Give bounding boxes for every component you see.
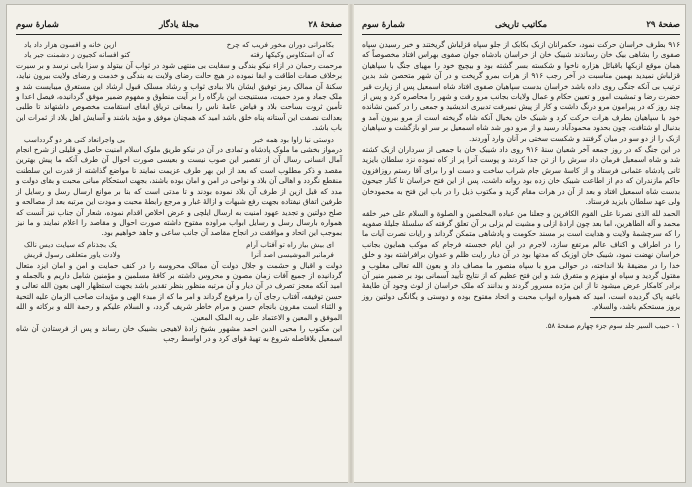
page-header: [16, 18, 342, 32]
issue-label: شمارهٔ سوم: [16, 20, 59, 30]
paragraph: ۹۱۶ بطرف خراسان حرکت نمود، حکمرانان ازبک بکابک از جلو سپاه قزلباش گریختند و خبر رسیدن سپاه صفوی را بشاهی بیک خان رساندند شیبک خان از خراسان بادشاه جوان صفوی بهراس افتاد مخصوصاً که همان موقع ازبکها باقبائل هزاره ناخوا و شکسته بسر گشته بود و بیچیچ خود را مهیای جنگ با سپاهیان قزلباش نمیدید بهمین مناسبت در آخر رجب ۹۱۶ از هرات بمرو گریخت و در آن شهر متحصن شد بدین ترتیب بی آنکه جنگی روی داده باشد خراسان بدست سپاهیان صفوی افتاد شاه اسمعیل پس از زیارت قبر حضرت رضا و تمشیت امور و تعیین حکام و عمال ولایات بجانب مرو رفت و شهر را محاصره کرد و پس از چند روز که در پیرامون مرو درنگ داشت و کار از پیش نمیرفت تدبیری اندیشید و جمعی را در کمین نشانده خود با سپاهیان بطرف هرات حرکت کرد و شیبک خان بخیال آنکه شاه گریخته است از مرو بیرون آمد و بدنبال او شتافت، چون بحدود محمودآباد رسید و از مرو دور شد شاه اسمعیل بر سر او بازگشت و سپاهیان ازبک را از دو سو در میان گرفتند و شکست سختی بر آنان وارد آوردند.: [362, 40, 680, 143]
right-page: [362, 4, 680, 483]
header-rule: [16, 34, 342, 35]
page-header: [362, 18, 680, 32]
page-number: صفحهٔ ۲۹: [646, 20, 680, 30]
issue-label: شمارهٔ سوم: [362, 20, 405, 30]
verse-line: دوستی نیا زاوا بود همه خبر بی واجرانعاد کنی هر دو گردداسب: [24, 134, 334, 144]
verse-line: بکامرانی دوران مخور فریب که چرخ ازین خانه و افسون هزار داد یاد: [24, 40, 334, 49]
page-body: [16, 40, 342, 475]
letter-text: الحمد لله الذی نصرنا علی القوم الکافرین و جعلنا من عباده المخلصین و الصلوة و السلام علی خیر خلقه محمد و آله الطاهرین، اما بعد چون ارادهٔ ازلی و مشیت لم یزلی بر آن تعلق گرفته که سلسلهٔ جلیلهٔ صفویه را که سرچشمهٔ ولایت و هدایت است بر مسند حکومت و پادشاهی متمکن گرداند و رایات نصرت آیات ما را در اطراف و اکناف عالم مرتفع سازد، لاجرم در این ایام خجسته فرجام که موکب همایون بجانب خراسان نهضت نمود، شیبک خان اوزبک که مدتها بود در آن دیار رایت ظلم و عدوان برافراشته بود و خلق خدا را در مضیقهٔ بلا انداخته، در حوالی مرو با سپاه منصور ما مصاف داد و بعون الله تعالی مغلوب و مقتول گردید و سپاه او منهزم و متفرق شد و این فتح عظیم که از نتایج تأیید آسمانی بود بر ضمیر منیر آن برادر کامکار عرض میشود تا از این مژده مسرور گردند و بدانند که ملک خراسان از لوث وجود آن طایفهٔ باغیه پاک گردیده است، امید که همواره ابواب محبت و اتحاد مفتوح بوده و دوستی و یگانگی دولتین روز بروز مستحکم باشد، والسلام.: [362, 208, 680, 312]
page-body: [362, 40, 680, 475]
page-number: صفحهٔ ۲۸: [308, 20, 342, 30]
footnote: ۱ - حبیب السیر جلد سوم جزء چهارم صفحهٔ ۵۸.: [545, 321, 680, 330]
paragraph: دولت و اقبال و حشمت و جلال دولت آن ممالک محروسه را در کنف حمایت و امن و امان ایزد متعال گردانیده از جمیع آفات زمان مصون و محروس داشته بر کافهٔ مسلمین و مؤمنین شامل داریم و بالجمله و امید آنکه معجز تصرف در آن دیار و آن مرتبه منظور بنظر تقدیر باشد بجهت استظهار الهی بعون الله تعالی و حسن توفیقه، آفتاب رجای آن را مرفوع گرداند و امر ما که از مبدء الهی و مؤیدات صاحب الزمان علیه التحیة و الثناء است مقرون بانجام حسن و مرام خاطر شریف گردد، و السلام علیکم و رحمة الله و برکاته و الله الموفق و المعین و الاعتماد علی ربه الملک المعین.: [16, 260, 342, 322]
footnote-rule: [590, 317, 680, 318]
left-page: [16, 4, 342, 483]
section-title: مکاتیب تاریخی: [494, 20, 548, 30]
verse-line: فرمانبر الموشیسی اصد آنرا ولادت یاور متعلقی رسول قریش: [24, 250, 334, 260]
paragraph: این مکتوب را محیی الدین احمد مشهور بشیخ زادهٔ لاهیجی بشیبک خان رساند و پس از فرستادن آن شاه اسمعیل بلافاصله شروع به تهیهٔ قوای کرد و در اواسط رجب: [16, 323, 342, 344]
journal-title: مجلهٔ یادگار: [159, 20, 199, 30]
paragraph: مرحمت رحمان در ازاء نیکو بندگی و سقایت بی منتهی شود در ثواب آن بیتولد و سزا یابی نرسد و بر سیرت برخلاف صفات اطاقت و ابقا نموده در هیچ حالت رضای ولایت به بندگی و خدمت و رضای ولایت بیرون نیاید، سکنهٔ آن ممالک رمز توفیق ایشان بالا ببادی ثواب و رشاد مسلک قبول ارشاد این مستغرق میبایست شد و ملک جماد و مرد حمیت، مستنیجت این بارگاه را بر آیت منطوق و مفهوم ضمیر موفق گردانیده، فیصل اعدا و تأمین ثروت بساحت بلاد و فیاض عامهٔ ناس را بمعانی تریاق ابقای استقامت مخصوص داشتهاند تا طلبی بعدالت نصفت این آستانه پناه خلق باشد امید که همچنان موفق و مؤید باشند و آسایش اهل بلاد از ثمرات این باب باشد.: [16, 60, 342, 133]
verse-line: ای بیش بیاز راه تو آفتاب آرام یک بجذنام که سیایت دیس نالک: [24, 239, 334, 249]
paragraph: در این جنگ که در روز جمعه آخر شعبان سنهٔ ۹۱۶ روی داد شیبک خان با جمعی از سرداران ازبک کشته شد و شاه اسمعیل فرمان داد سرش را از تن جدا کردند و پوست آنرا پر از کاه نموده نزد سلطان بایزید ثانی پادشاه عثمانی فرستاد و از کاسهٔ سرش جام شراب ساخت و دست او را برای آقا رستم روزافزون حاکم مازندران که دم از اطاعت شیبک خان زده بود روانه داشت، پس از این فتح خراسان تا کنار جیحون بدست شاه اسمعیل افتاد و بعد از آن در هرات مقام گزید و مکتوب ذیل را در باب این فتح به محمودخان ولی عهد سلطان بایزید فرستاد.: [362, 145, 680, 207]
book-gutter: [348, 4, 354, 483]
book-spread: [6, 4, 686, 483]
header-rule: [362, 34, 680, 35]
paragraph: درمواز بخشی ما ملوک پادشاه و تمادی در آن در نیکو طریق ملوک اسلام امنیت حاصل و قلیلی از شرح انجام آمال انسانی رسال آن از تقصیر این صوب نیست و بعیسی صورت احوال آن طرف آنکه ما پیش بهترین مقصد و ذکر مطلوب است که بعد از این بهر طرف عزیمت نمایند تا مواضع گذاشته از قدرت این سلطنت منقطع نگردد و اهالی آن بلاد و نواحی در امن و امان بوده باشند، بجهت استحکام مبانی محبت و بقای دولت و مدد که قبل ازین از طرف آن بلاد نموده بودند و تا مدتی است که بنا بر موانع ارسال رسل و رسایل از طرفین اتفاق نیفتاده بجهت رفع شبهات و ازالهٔ غبار و مرجع رابطهٔ محبت و مودت این مرتبه بعد از مصالحه و صلح دولتین و تجدید عهود امنیت به ارسال ایلچی و عرض اخلاص اقدام نموده، شعار آن جناب نیز آنست که همواره بارسال رسل و رسایل ابواب مراوده مفتوح داشته صورت احوال و مقاصد را اعلام نمایند و ما نیز بموجب این اتحاد و موافقت در انجاح مقاصد آن جانب ساعی و جاهد خواهیم بود.: [16, 145, 342, 238]
verse-line: که آن استکاوس وکیکها رفته کتو افسانه کجیون ز دشمنت جیر یاد: [24, 50, 334, 60]
